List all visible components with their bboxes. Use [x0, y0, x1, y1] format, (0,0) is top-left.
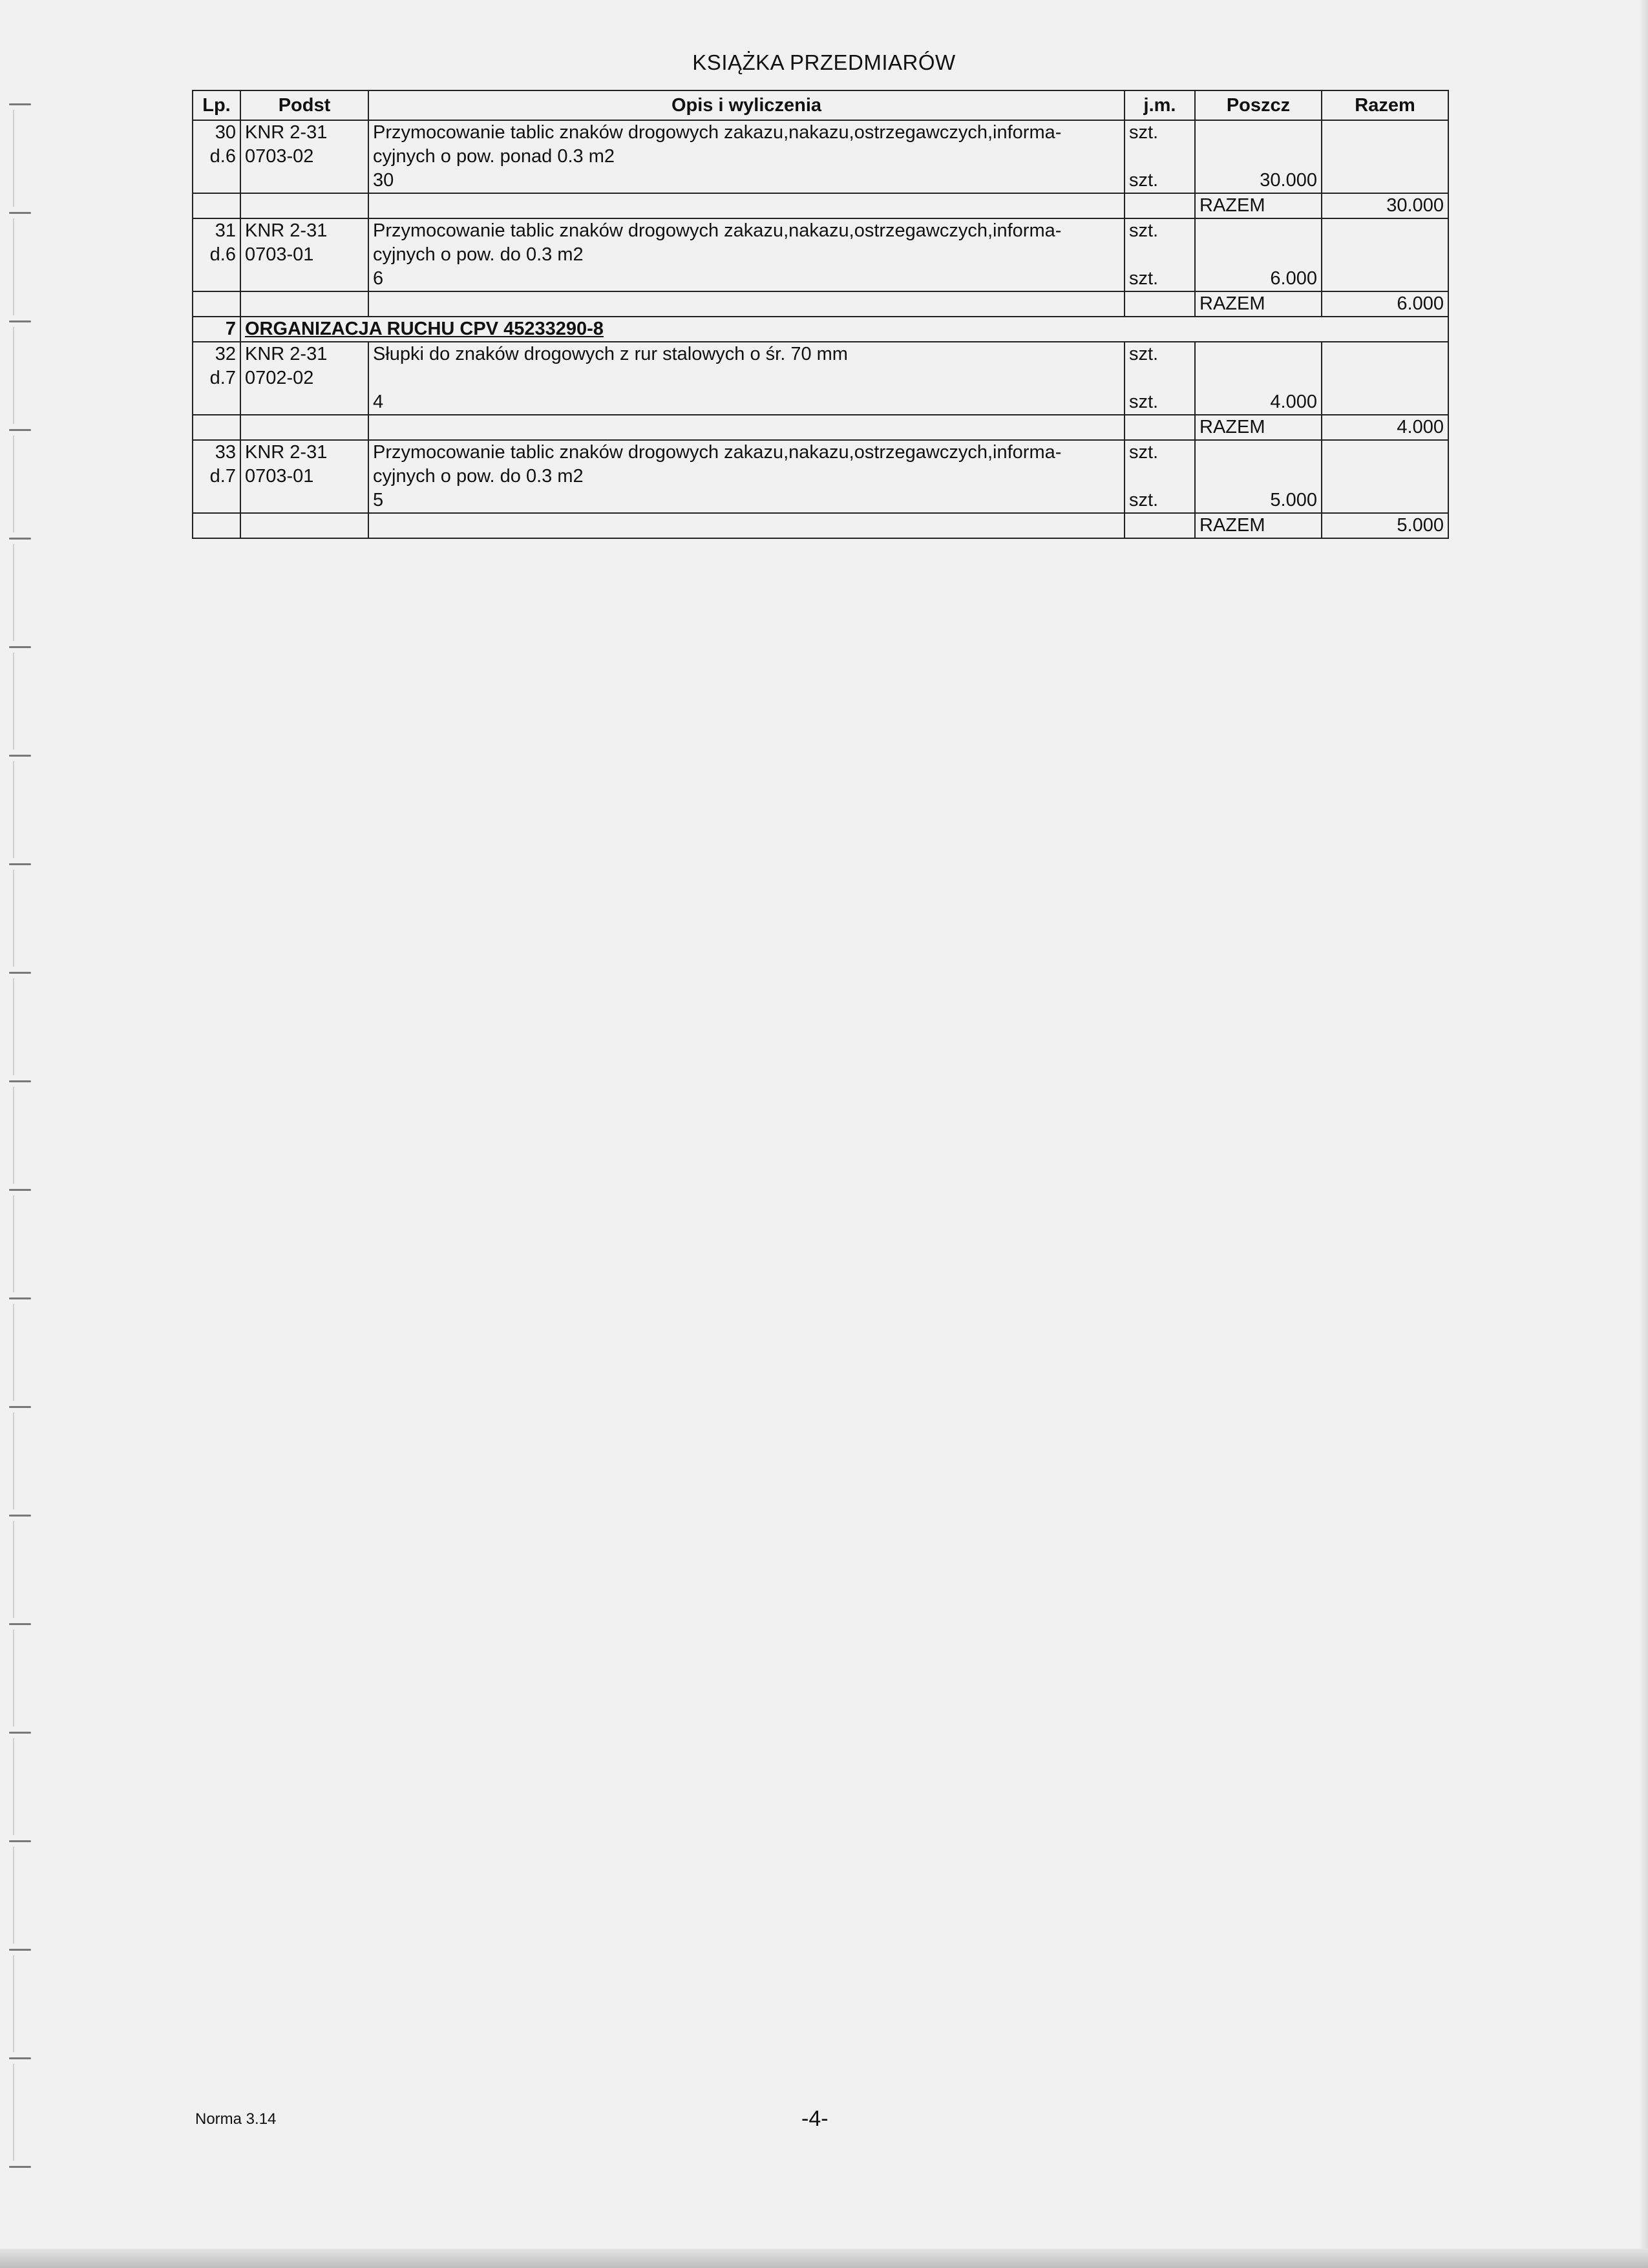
item-podst: KNR 2-31 0702-02: [240, 342, 368, 415]
col-opis: Opis i wyliczenia: [368, 90, 1125, 120]
col-podst: Podst: [240, 90, 368, 120]
item-calc: 6: [373, 268, 384, 289]
item-row-31: [193, 218, 1448, 291]
item-poszcz: 5.000: [1195, 440, 1322, 513]
item-opis: Przymocowanie tablic znaków drogowych zakazu,nakazu,ostrzegawczych,informa- cyjnych o pow. do 0.3 m2 6: [368, 218, 1125, 291]
col-jm: j.m.: [1125, 90, 1195, 120]
item-opis: Przymocowanie tablic znaków drogowych zakazu,nakazu,ostrzegawczych,informa- cyjnych o pow. ponad 0.3 m2 30: [368, 120, 1125, 193]
razem-label: RAZEM: [1195, 193, 1322, 218]
item-row-32: [193, 342, 1448, 415]
section-title: ORGANIZACJA RUCHU CPV 45233290-8: [240, 317, 1448, 342]
item-jm: szt. szt.: [1125, 120, 1195, 193]
item-podst: KNR 2-31 0703-01: [240, 218, 368, 291]
item-razem-empty: [1322, 440, 1448, 513]
item-row-30: [193, 120, 1448, 193]
razem-value: 5.000: [1322, 513, 1448, 538]
razem-value: 30.000: [1322, 193, 1448, 218]
item-podst: KNR 2-31 0703-01: [240, 440, 368, 513]
item-podst: KNR 2-31 0703-02: [240, 120, 368, 193]
col-razem: Razem: [1322, 90, 1448, 120]
page-number: -4-: [801, 2106, 829, 2131]
item-jm: szt. szt.: [1125, 218, 1195, 291]
item-opis: Słupki do znaków drogowych z rur stalowych o śr. 70 mm 4: [368, 342, 1125, 415]
item-razem-empty: [1322, 120, 1448, 193]
item-razem-empty: [1322, 218, 1448, 291]
item-row-33: [193, 440, 1448, 513]
item-lp: 33 d.7: [193, 440, 240, 513]
item-opis: Przymocowanie tablic znaków drogowych zakazu,nakazu,ostrzegawczych,informa- cyjnych o pow. do 0.3 m2 5: [368, 440, 1125, 513]
section-number: 7: [193, 317, 240, 342]
item-lp: 31 d.6: [193, 218, 240, 291]
przedmiar-table: [192, 90, 1449, 539]
razem-row-31: [193, 291, 1448, 317]
razem-value: 6.000: [1322, 291, 1448, 317]
razem-row-32: [193, 415, 1448, 440]
header-row: [193, 90, 1448, 120]
col-lp: Lp.: [193, 90, 240, 120]
document-title: KSIĄŻKA PRZEDMIARÓW: [692, 50, 956, 74]
item-calc: 4: [373, 392, 384, 412]
col-poszcz: Poszcz: [1195, 90, 1322, 120]
razem-row-33: [193, 513, 1448, 538]
item-jm: szt. szt.: [1125, 440, 1195, 513]
item-lp: 30 d.6: [193, 120, 240, 193]
item-jm: szt. szt.: [1125, 342, 1195, 415]
item-calc: 5: [373, 490, 384, 510]
razem-value: 4.000: [1322, 415, 1448, 440]
item-lp: 32 d.7: [193, 342, 240, 415]
scan-right-edge: [1640, 0, 1648, 2268]
razem-label: RAZEM: [1195, 415, 1322, 440]
razem-label: RAZEM: [1195, 291, 1322, 317]
section-row-7: [193, 317, 1448, 342]
footer-software: Norma 3.14: [195, 2110, 277, 2128]
item-poszcz: 4.000: [1195, 342, 1322, 415]
item-poszcz: 30.000: [1195, 120, 1322, 193]
binding-holes: [0, 0, 39, 2268]
item-calc: 30: [373, 170, 394, 191]
scan-bottom-edge: [0, 2249, 1648, 2268]
item-razem-empty: [1322, 342, 1448, 415]
razem-row-30: [193, 193, 1448, 218]
razem-label: RAZEM: [1195, 513, 1322, 538]
item-poszcz: 6.000: [1195, 218, 1322, 291]
